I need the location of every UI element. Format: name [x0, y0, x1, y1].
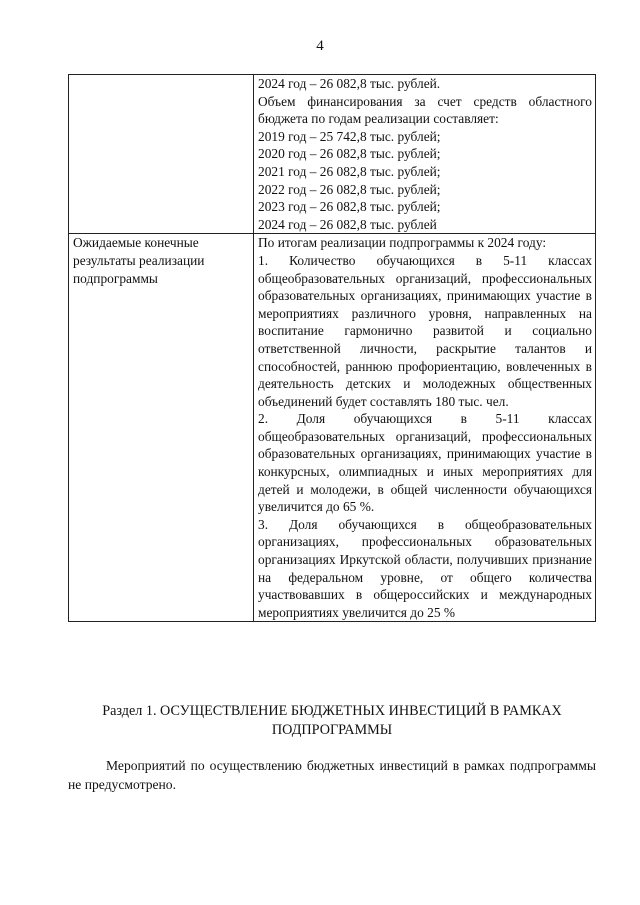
financing-line: 2022 год – 26 082,8 тыс. рублей;: [258, 181, 441, 197]
financing-line: 2024 год – 26 082,8 тыс. рублей: [258, 216, 437, 232]
financing-line: Объем финансирования за счет средств областного бюджета по годам реализации составляет:: [258, 93, 592, 127]
table-row-expected-results: [69, 234, 596, 622]
table-row-financing: [69, 75, 596, 234]
row-label-expected-results: Ожидаемые конечные результаты реализации подпрограммы: [69, 234, 254, 622]
subprogram-passport-table: [68, 74, 596, 622]
expected-results-details: [254, 234, 596, 622]
page-number: 4: [316, 38, 324, 54]
financing-line: 2021 год – 26 082,8 тыс. рублей;: [258, 163, 441, 179]
section-paragraph: Мероприятий по осуществлению бюджетных инвестиций в рамках подпрограммы не предусмотрено.: [68, 758, 596, 792]
financing-line: 2020 год – 26 082,8 тыс. рублей;: [258, 146, 441, 162]
section-heading: Раздел 1. ОСУЩЕСТВЛЕНИЕ БЮДЖЕТНЫХ ИНВЕСТИЦИЙ В РАМКАХ ПОДПРОГРАММЫ: [102, 703, 562, 738]
financing-details: [254, 75, 596, 234]
row-label-financing: [69, 75, 254, 234]
result-item: 2. Доля обучающихся в 5-11 классах общеобразовательных организаций, профессиональных образовательных организациях, принимающих участие в конкурсных, олимпиадных и иных мероприятиях для детей и молодежи, в общей численности обучающихся увеличится до 65 %.: [258, 411, 592, 515]
results-intro: По итогам реализации подпрограммы к 2024 году:: [258, 235, 547, 251]
result-item: 1. Количество обучающихся в 5-11 классах общеобразовательных организаций, профессиональных образовательных организациях, принимающих участие в мероприятиях различного уровня, направленных на воспитание гармонично развитой и социально ответственной личности, раскрытие талантов и способностей, раннюю профориентацию, вовлеченных в деятельность детских и молодежных общественных объединений будет составлять 180 тыс. чел.: [258, 252, 592, 409]
financing-line: 2023 год – 26 082,8 тыс. рублей;: [258, 199, 441, 215]
financing-line: 2024 год – 26 082,8 тыс. рублей.: [258, 76, 441, 91]
result-item: 3. Доля обучающихся в общеобразовательных организациях, профессиональных образовательных организациях Иркутской области, получивших признание на федеральном уровне, от общего количества участвовавших в общероссийских и международных мероприятиях увеличится до 25 %: [258, 516, 592, 620]
financing-line: 2019 год – 25 742,8 тыс. рублей;: [258, 128, 441, 144]
